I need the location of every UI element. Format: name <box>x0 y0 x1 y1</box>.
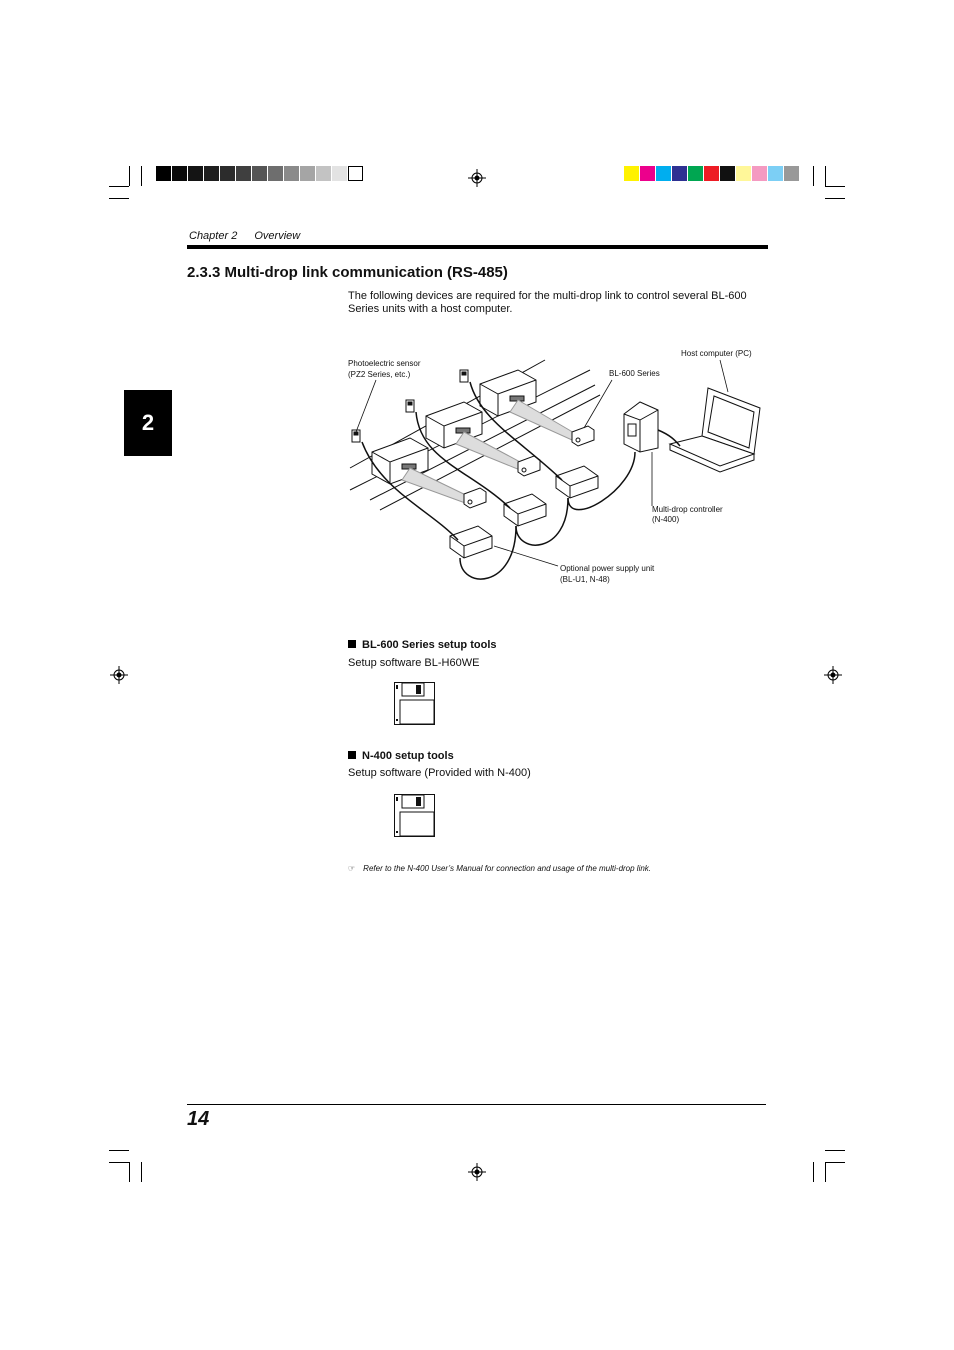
calibration-swatch <box>720 166 735 181</box>
floppy-disk-icon <box>394 682 435 725</box>
calibration-swatch <box>624 166 639 181</box>
calibration-swatch <box>332 166 347 181</box>
controller-label-line2: (N-400) <box>652 515 680 524</box>
running-header <box>189 230 314 242</box>
page-number: 14 <box>187 1108 210 1130</box>
calibration-swatch <box>768 166 783 181</box>
sensor-label-line1: Photoelectric sensor <box>348 359 421 368</box>
reference-note-text: Refer to the N-400 User’s Manual for connection and usage of the multi-drop link. <box>363 864 652 873</box>
multidrop-controller-icon <box>624 402 658 452</box>
n400-tools-heading-text: N-400 setup tools <box>362 750 454 762</box>
barcode-reader-icon <box>572 426 594 446</box>
calibration-swatch <box>640 166 655 181</box>
footer-rule <box>187 1104 766 1105</box>
reference-hand-icon: ☞ <box>348 864 356 873</box>
controller-label-line1: Multi-drop controller <box>652 505 723 514</box>
chapter-title: Overview <box>254 230 301 242</box>
calibration-swatch <box>156 166 171 181</box>
calibration-swatch <box>784 166 799 181</box>
header-rule <box>187 245 768 249</box>
calibration-swatch <box>268 166 283 181</box>
photoelectric-sensor-icon <box>460 370 468 382</box>
calibration-swatch <box>236 166 251 181</box>
registration-target-icon <box>824 666 842 684</box>
power-supply-icon <box>556 466 598 498</box>
laptop-icon <box>670 388 760 472</box>
calibration-swatch <box>656 166 671 181</box>
power-supply-label-line2: (BL-U1, N-48) <box>560 575 610 584</box>
section-title: 2.3.3 Multi-drop link communication (RS-485) <box>187 264 508 281</box>
calibration-swatch <box>688 166 703 181</box>
sensor-label-line2: (PZ2 Series, etc.) <box>348 370 411 379</box>
floppy-disk-icon <box>394 794 435 837</box>
reference-note <box>348 864 651 873</box>
n400-tools-software: Setup software (Provided with N-400) <box>348 767 531 779</box>
calibration-swatch <box>172 166 187 181</box>
power-supply-icon <box>450 526 492 558</box>
calibration-swatch <box>736 166 751 181</box>
host-computer-label: Host computer (PC) <box>681 349 752 358</box>
barcode-reader-icon <box>464 488 486 508</box>
power-supply-label-line1: Optional power supply unit <box>560 564 655 573</box>
bl600-tools-heading <box>348 639 497 651</box>
calibration-swatch <box>672 166 687 181</box>
calibration-swatch <box>704 166 719 181</box>
calibration-swatch <box>188 166 203 181</box>
bullet-square-icon <box>348 640 356 648</box>
calibration-swatch <box>316 166 331 181</box>
bullet-square-icon <box>348 751 356 759</box>
section-intro: The following devices are required for the multi-drop link to control several BL-600 Series units with a host computer. <box>348 290 747 315</box>
chapter-label: Chapter 2 <box>189 230 238 242</box>
registration-target-icon <box>468 169 486 187</box>
chapter-tab: 2 <box>124 390 172 456</box>
barcode-reader-icon <box>518 456 540 476</box>
calibration-swatch <box>204 166 219 181</box>
registration-target-icon <box>110 666 128 684</box>
calibration-swatch <box>348 166 363 181</box>
power-supply-icon <box>504 494 546 526</box>
calibration-swatch <box>284 166 299 181</box>
calibration-swatch <box>220 166 235 181</box>
calibration-swatch <box>752 166 767 181</box>
n400-tools-heading <box>348 750 454 762</box>
bl600-tools-software: Setup software BL-H60WE <box>348 657 480 669</box>
bl600-tools-heading-text: BL-600 Series setup tools <box>362 639 497 651</box>
registration-target-icon <box>468 1163 486 1181</box>
calibration-swatch <box>252 166 267 181</box>
bl600-label: BL-600 Series <box>609 369 660 378</box>
calibration-swatch <box>300 166 315 181</box>
photoelectric-sensor-icon <box>406 400 414 412</box>
